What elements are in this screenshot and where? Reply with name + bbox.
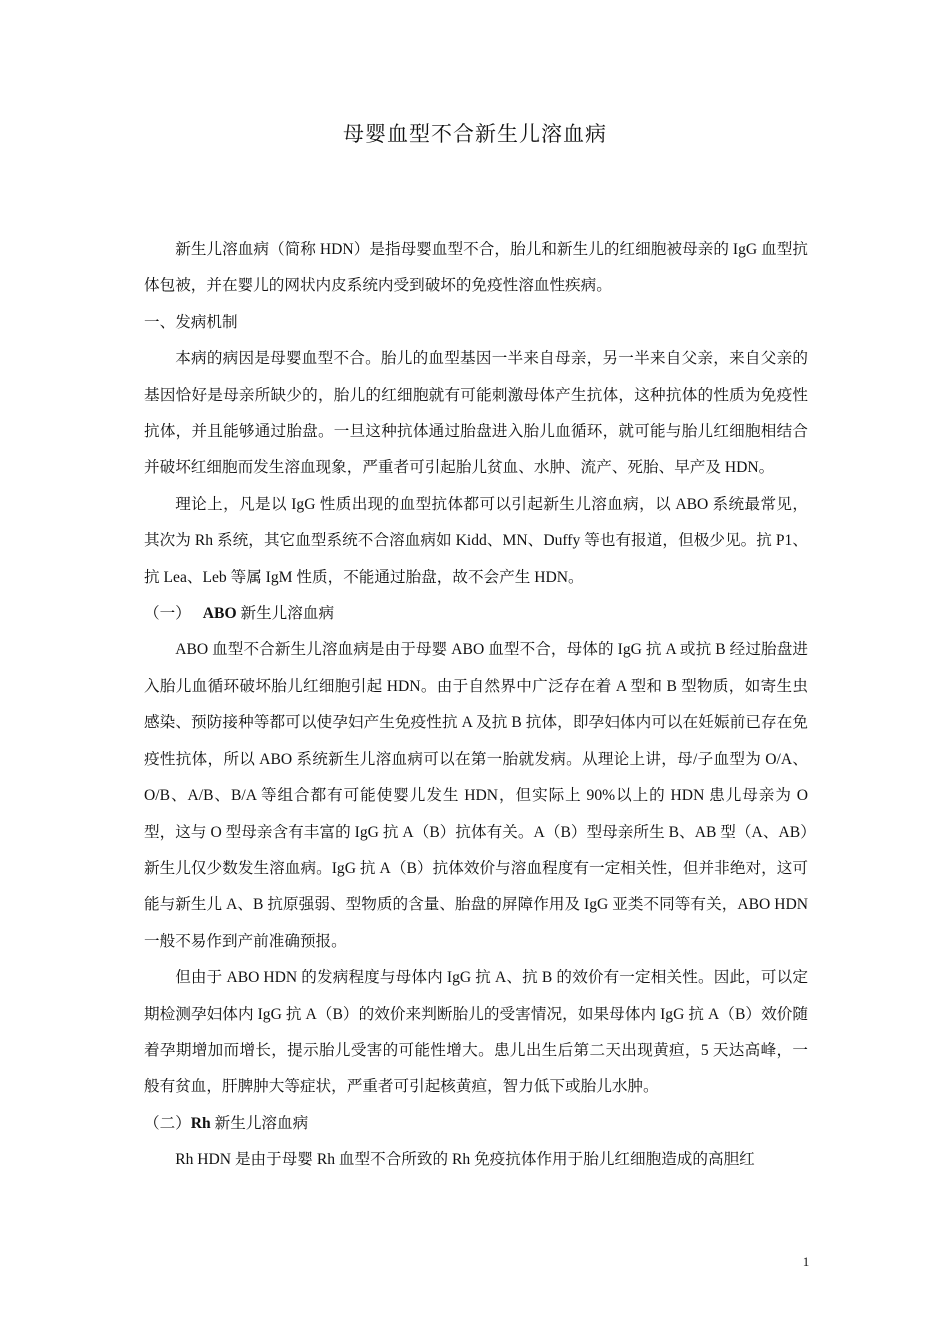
subsection-number: （一）	[144, 605, 191, 623]
subsection-heading-rh	[144, 1106, 808, 1142]
subsection-bold-term: ABO	[202, 605, 237, 623]
subsection-heading-text: 新生儿溶血病	[236, 605, 335, 623]
pathogenesis-paragraph-2: 理论上，凡是以 IgG 性质出现的血型抗体都可以引起新生儿溶血病，以 ABO 系统最常见，其次为 Rh 系统，其它血型系统不合溶血病如 Kidd、MN、Duffy 等也有报道，但极少见。抗 P1、抗 Lea、Leb 等属 IgM 性质，不能通过胎盘，故不会产生 HDN。	[144, 495, 808, 586]
subsection-bold-term: Rh	[190, 1114, 211, 1132]
pathogenesis-paragraph-1: 本病的病因是母婴血型不合。胎儿的血型基因一半来自母亲，另一半来自父亲，来自父亲的基因恰好是母亲所缺少的，胎儿的红细胞就有可能刺激母体产生抗体，这种抗体的性质为免疫性抗体，并且能够通过胎盘。一旦这种抗体通过胎盘进入胎儿血循环，就可能与胎儿红细胞相结合并破坏红细胞而发生溶血现象，严重者可引起胎儿贫血、水肿、流产、死胎、早产及 HDN。	[144, 350, 808, 477]
document-body	[144, 232, 808, 1179]
document-title: 母婴血型不合新生儿溶血病	[343, 122, 607, 146]
subsection-heading-abo	[144, 596, 808, 632]
abo-paragraph-1: ABO 血型不合新生儿溶血病是由于母婴 ABO 血型不合，母体的 IgG 抗 A 或抗 B 经过胎盘进入胎儿血循环破坏胎儿红细胞引起 HDN。由于自然界中广泛存在着 A 型和 B 型物质，如寄生虫感染、预防接种等都可以使孕妇产生免疫性抗 A 及抗 B 抗体，即孕妇体内可以在妊娠前已存在免疫性抗体，所以 ABO 系统新生儿溶血病可以在第一胎就发病。从理论上讲，母/子血型为 O/A、O/B、A/B、B/A 等组合都有可能使婴儿发生 HDN，但实际上 90%以上的 HDN 患儿母亲为 O 型，这与 O 型母亲含有丰富的 IgG 抗 A（B）抗体有关。A（B）型母亲所生 B、AB 型（A、AB）新生儿仅少数发生溶血病。IgG 抗 A（B）抗体效价与溶血程度有一定相关性，但并非绝对，这可能与新生儿 A、B 抗原强弱、型物质的含量、胎盘的屏障作用及 IgG 亚类不同等有关，ABO HDN 一般不易作到产前准确预报。	[144, 641, 808, 950]
abo-paragraph-2: 但由于 ABO HDN 的发病程度与母体内 IgG 抗 A、抗 B 的效价有一定相关性。因此，可以定期检测孕妇体内 IgG 抗 A（B）的效价来判断胎儿的受害情况，如果母体内 IgG 抗 A（B）效价随着孕期增加而增长，提示胎儿受害的可能性增大。患儿出生后第二天出现黄疸，5 天达高峰，一般有贫血，肝脾肿大等症状，严重者可引起核黄疸，智力低下或胎儿水肿。	[144, 969, 808, 1096]
rh-paragraph-1: Rh HDN 是由于母婴 Rh 血型不合所致的 Rh 免疫抗体作用于胎儿红细胞造成的高胆红	[175, 1151, 755, 1169]
subsection-heading-text: 新生儿溶血病	[210, 1114, 309, 1132]
section-heading-pathogenesis: 一、发病机制	[144, 313, 238, 331]
subsection-number: （二）	[144, 1114, 191, 1132]
intro-paragraph: 新生儿溶血病（简称 HDN）是指母婴血型不合，胎儿和新生儿的红细胞被母亲的 IgG 血型抗体包被，并在婴儿的网状内皮系统内受到破坏的免疫性溶血性疾病。	[144, 241, 808, 295]
page-number: 1	[802, 1254, 810, 1269]
